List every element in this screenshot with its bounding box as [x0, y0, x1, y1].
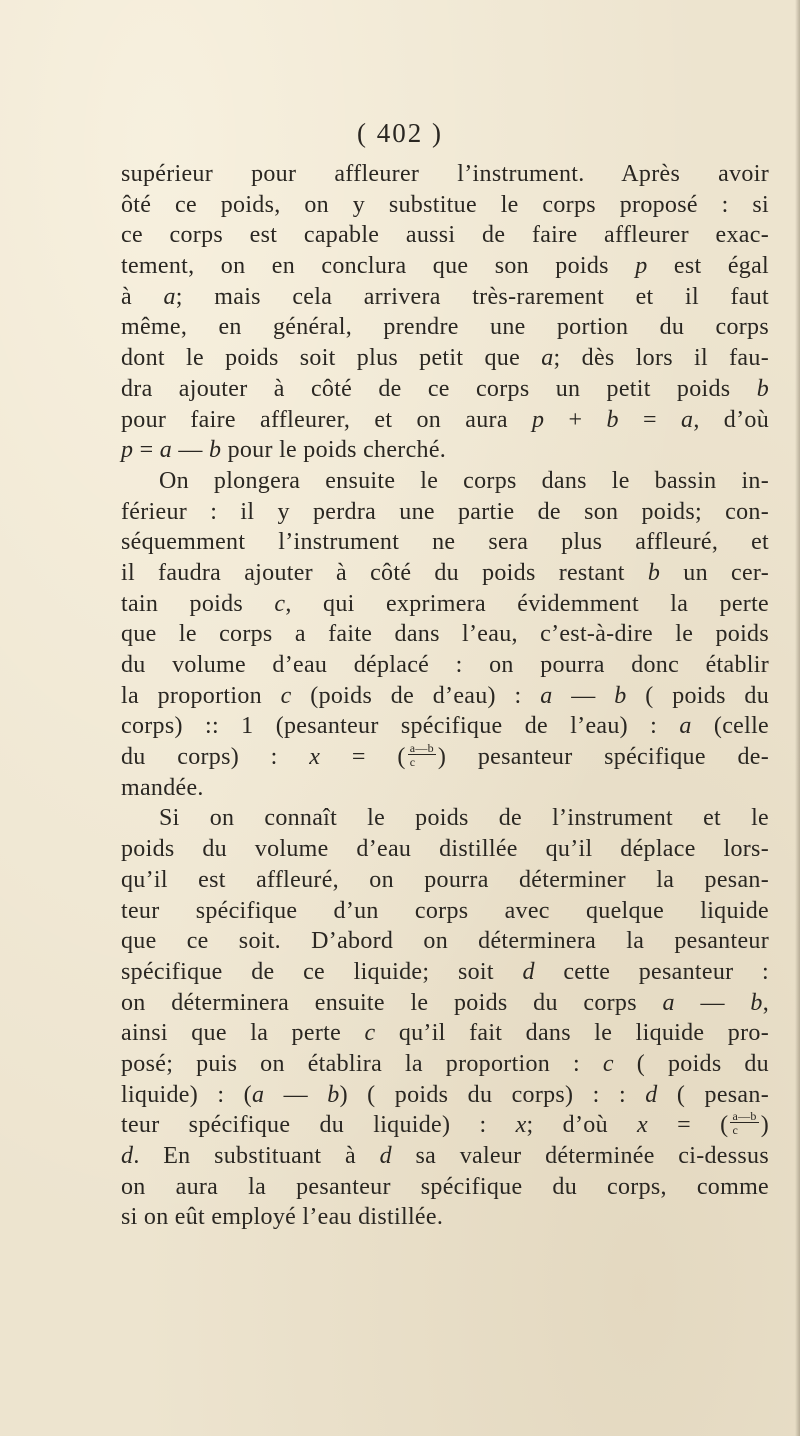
line-text: =	[133, 437, 160, 464]
math-variable: a	[251, 1081, 265, 1108]
fraction	[408, 742, 436, 768]
line-text: ainsi que la perte	[121, 1020, 365, 1047]
line-text: Si on connaît le poids de l’instrument et le	[159, 805, 769, 832]
line-text: qu’il fait dans le liquide pro-	[375, 1020, 769, 1047]
math-variable: b	[750, 989, 763, 1016]
fraction	[730, 1110, 758, 1136]
line-text: )	[760, 1112, 769, 1139]
text-line	[121, 466, 769, 497]
line-text: —	[552, 682, 615, 709]
math-variable: b	[647, 559, 661, 586]
text-line	[121, 742, 769, 773]
text-line	[121, 957, 769, 988]
text-line	[121, 343, 769, 374]
math-variable: a	[662, 989, 675, 1016]
text-line	[121, 497, 769, 528]
math-variable: x	[637, 1112, 648, 1139]
line-text: on aura la pesanteur spécifique du corps, comme	[121, 1173, 769, 1200]
line-text: même, en général, prendre une portion du corps	[121, 314, 769, 341]
line-text: un cer-	[660, 559, 769, 586]
math-variable: b	[208, 437, 222, 464]
text-line	[121, 1141, 769, 1172]
line-text: séquemment l’instrument ne sera plus affleuré, et	[121, 529, 769, 556]
line-text: du volume d’eau déplacé : on pourra donc établir	[121, 652, 769, 678]
line-text: ,	[762, 989, 769, 1016]
line-text: ( pesan-	[657, 1081, 769, 1108]
line-text: = (	[320, 744, 406, 771]
math-variable: d	[522, 958, 535, 985]
text-line	[121, 405, 769, 436]
text-line	[121, 834, 769, 865]
text-line	[121, 220, 769, 251]
text-line	[121, 681, 769, 712]
math-variable: a	[681, 406, 694, 433]
math-variable: a	[163, 283, 176, 310]
text-line	[121, 926, 769, 957]
line-text: ; dès lors il fau-	[553, 345, 769, 372]
line-text: poids du volume d’eau distillée qu’il déplace lors-	[121, 836, 769, 863]
text-line	[121, 312, 769, 343]
line-text: la proportion	[121, 682, 281, 709]
line-text: posé; puis on établira la proportion :	[121, 1050, 603, 1077]
line-text: = (	[648, 1112, 729, 1139]
line-text: =	[618, 406, 681, 433]
line-text: pour faire affleurer, et on aura	[121, 406, 532, 433]
math-variable: c	[364, 1020, 376, 1047]
line-text: ce corps est capable aussi de faire affleurer exac-	[121, 222, 769, 249]
fraction-numerator: a—b	[732, 1108, 757, 1123]
line-text: que ce soit. D’abord on déterminera la pesanteur	[121, 928, 769, 955]
line-text: spécifique de ce liquide; soit	[121, 958, 523, 985]
text-line	[121, 558, 769, 589]
line-text: —	[264, 1081, 328, 1108]
line-text: teur spécifique du liquide) :	[121, 1112, 516, 1139]
line-text: ôté ce poids, on y substitue le corps proposé : si	[121, 191, 769, 218]
fraction-denominator: c	[732, 1122, 739, 1137]
math-variable: d	[645, 1081, 658, 1108]
text-line	[121, 1080, 769, 1111]
page-edge-shadow	[795, 0, 800, 1436]
line-text: pour le poids cherché.	[221, 437, 447, 464]
text-line	[121, 865, 769, 896]
text-line	[121, 251, 769, 282]
line-text: est égal	[647, 253, 769, 280]
text-line	[121, 988, 769, 1019]
line-text: . En substituant à	[133, 1143, 380, 1169]
line-text: sa valeur déterminée ci-dessus	[391, 1143, 769, 1169]
text-line	[121, 435, 769, 466]
math-variable: c	[602, 1050, 614, 1077]
line-text: , d’où	[693, 406, 769, 433]
math-variable: c	[280, 682, 292, 709]
line-text: mandée.	[121, 774, 204, 801]
math-variable: b	[606, 406, 619, 433]
math-variable: p	[635, 253, 648, 280]
page-number: ( 402 )	[357, 118, 443, 148]
line-text: qu’il est affleuré, on pourra déterminer la pesan-	[121, 866, 769, 893]
text-line	[121, 650, 769, 681]
fraction-numerator: a—b	[409, 740, 434, 755]
line-text: ; d’où	[526, 1112, 638, 1139]
line-text: supérieur pour affleurer l’instrument. Après avoir	[121, 161, 769, 187]
line-text: ( poids du	[613, 1050, 769, 1077]
line-text: que le corps a faite dans l’eau, c’est-à-dire le poids	[121, 621, 769, 648]
line-text: ; mais cela arrivera très-rarement et il faut	[175, 283, 769, 310]
text-line	[121, 1049, 769, 1080]
text-line	[121, 1202, 769, 1233]
line-text: dont le poids soit plus petit que	[121, 345, 542, 372]
text-line	[121, 374, 769, 405]
text-line	[121, 803, 769, 834]
text-line	[121, 589, 769, 620]
line-text: ( poids du	[626, 682, 770, 709]
text-line	[121, 1018, 769, 1049]
math-variable: b	[327, 1081, 340, 1108]
line-text: du corps) :	[121, 744, 310, 771]
text-line	[121, 159, 769, 190]
text-line	[121, 1172, 769, 1203]
line-text: si on eût employé l’eau distillée.	[121, 1204, 444, 1231]
line-text: , qui exprimera évidemment la perte	[285, 590, 770, 617]
line-text: cette pesanteur :	[534, 958, 769, 985]
math-variable: c	[274, 590, 286, 617]
math-variable: d	[379, 1143, 392, 1169]
math-variable: b	[614, 682, 627, 709]
line-text: corps) :: 1 (pesanteur spécifique de l’eau) :	[121, 713, 680, 740]
math-variable: x	[309, 744, 321, 771]
line-text: On plongera ensuite le corps dans le bassin in-	[159, 467, 769, 494]
line-text: il faudra ajouter à côté du poids restant	[121, 559, 648, 586]
line-text: férieur : il y perdra une partie de son poids; con-	[121, 498, 769, 525]
line-text: ) ( poids du corps) : :	[339, 1081, 646, 1108]
math-variable: a	[679, 713, 692, 740]
math-variable: a	[540, 682, 553, 709]
text-line	[121, 190, 769, 221]
line-text: à	[121, 283, 164, 310]
line-text: +	[544, 406, 607, 433]
math-variable: x	[515, 1112, 527, 1139]
text-line	[121, 773, 769, 804]
line-text: (celle	[691, 713, 769, 740]
math-variable: p	[121, 437, 134, 464]
line-text: dra ajouter à côté de ce corps un petit poids	[121, 375, 757, 402]
text-line	[121, 282, 769, 313]
body-text	[121, 159, 769, 1233]
text-line	[121, 711, 769, 742]
line-text: (poids de d’eau) :	[291, 682, 541, 709]
text-line	[121, 896, 769, 927]
math-variable: d	[121, 1143, 134, 1169]
line-text: liquide) : (	[121, 1081, 252, 1108]
math-variable: a	[159, 437, 173, 464]
text-line	[121, 527, 769, 558]
line-text: tain poids	[121, 590, 275, 617]
line-text: ) pesanteur spécifique de-	[437, 744, 769, 771]
line-text: teur spécifique d’un corps avec quelque liquide	[121, 897, 769, 924]
math-variable: b	[756, 375, 769, 402]
text-line	[121, 619, 769, 650]
line-text: on déterminera ensuite le poids du corps	[121, 989, 663, 1016]
math-variable: p	[531, 406, 545, 433]
line-text: —	[674, 989, 751, 1016]
line-text: tement, on en conclura que son poids	[121, 253, 636, 280]
fraction-denominator: c	[409, 754, 416, 769]
math-variable: a	[541, 345, 554, 372]
text-line	[121, 1110, 769, 1141]
line-text: —	[172, 437, 209, 464]
